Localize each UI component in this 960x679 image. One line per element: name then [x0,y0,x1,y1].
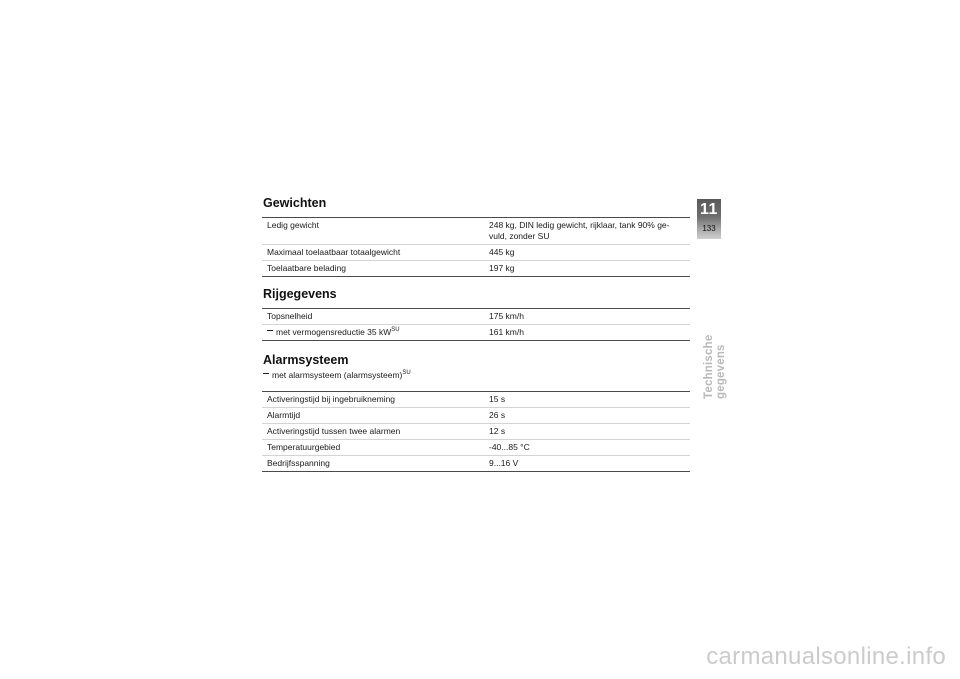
section-title-driving: Rijgegevens [263,287,337,301]
table-row [262,455,690,471]
page-content [262,196,690,472]
dash-icon [267,330,273,331]
row-value-line2: vuld, zonder SU [489,231,550,241]
alarm-note [262,370,690,391]
row-label: Temperatuurgebied [267,442,341,452]
note-superscript: SU [402,370,411,377]
section-title-alarm: Alarmsysteem [263,353,349,367]
table-row [262,407,690,423]
table-row [262,423,690,439]
row-label: Topsnelheid [267,311,313,321]
table-row [262,439,690,455]
option-superscript: SU [391,327,400,334]
row-value: 15 s [489,394,506,404]
row-label: Activeringstijd tussen twee alarmen [267,426,401,436]
row-label: Toelaatbare belading [267,263,346,273]
section-title-weights: Gewichten [263,196,327,210]
alarm-table [262,391,690,472]
row-label-text: met vermogensreductie 35 kW [276,327,392,337]
watermark: carmanualsonline.info [706,643,946,670]
table-row [262,244,690,260]
row-value: 12 s [489,426,506,436]
row-label: Bedrijfsspanning [267,458,330,468]
chapter-number: 11 [700,201,718,218]
page-number: 133 [702,224,716,233]
driving-table [262,308,690,341]
row-value: 445 kg [489,247,515,257]
table-row [262,392,690,407]
alarm-note-text: met alarmsysteem (alarmsysteem) [272,370,403,380]
chapter-tab [697,199,721,239]
table-row [262,324,690,340]
table-row [262,260,690,276]
row-label: Activeringstijd bij ingebruikneming [267,394,396,404]
row-value: 9...16 V [489,458,519,468]
row-label: Alarmtijd [267,410,301,420]
row-value: 26 s [489,410,506,420]
chapter-side-title: Technische gegevens [703,334,727,399]
dash-icon [263,373,269,374]
weights-table [262,217,690,277]
row-label-option [262,325,484,340]
table-row [262,309,690,324]
row-value: 197 kg [489,263,515,273]
row-value: -40...85 °C [489,442,530,452]
table-row [262,218,690,244]
row-label: Maximaal toelaatbaar totaalgewicht [267,247,401,257]
row-value: 175 km/h [489,311,524,321]
row-value-line1: 248 kg, DIN ledig gewicht, rijklaar, tank 90% ge- [489,220,670,230]
row-value [484,218,690,244]
row-value: 161 km/h [489,327,524,337]
row-label: Ledig gewicht [267,220,319,230]
